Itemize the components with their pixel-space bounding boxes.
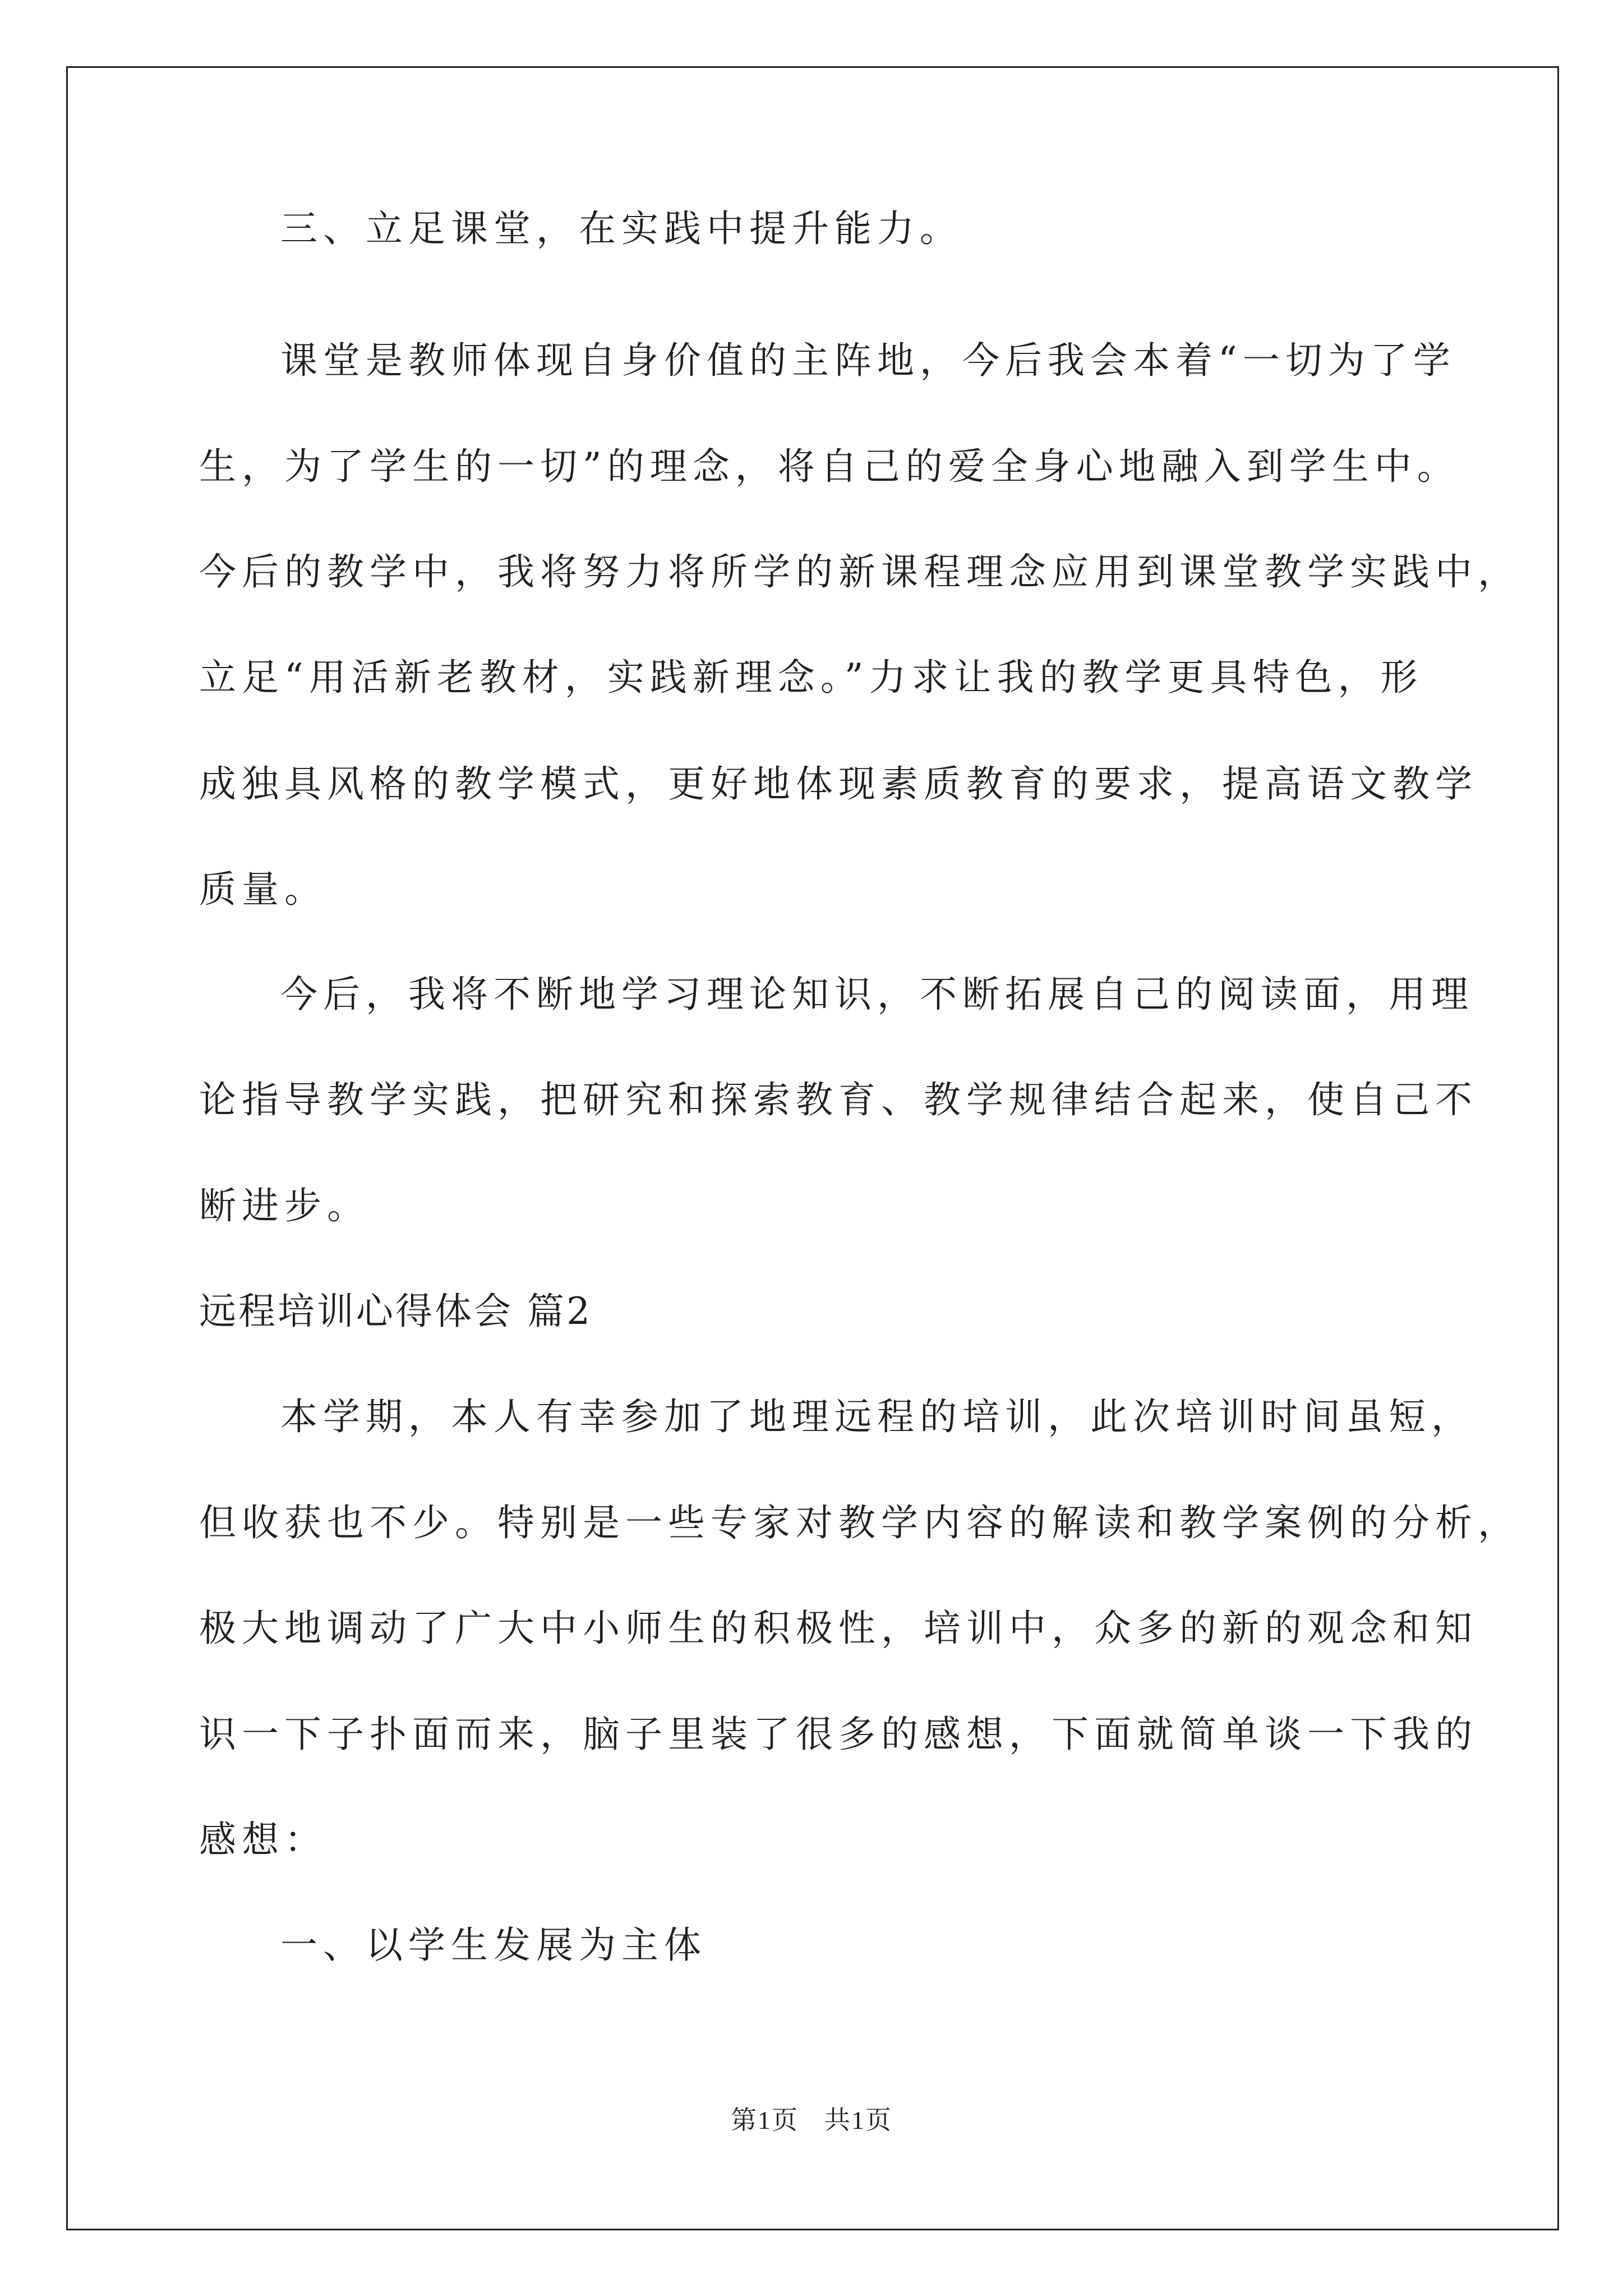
page-number: 第1页 [731,2106,799,2134]
paragraph-line: 成独具风格的教学模式，更好地体现素质教育的要求，提高语文教学 [199,762,1478,806]
section-heading-3: 三、立足课堂，在实践中提升能力。 [280,207,962,250]
paragraph-line: 质量。 [199,868,327,911]
paragraph-line: 本学期，本人有幸参加了地理远程的培训，此次培训时间虽短， [280,1395,1474,1438]
paragraph-line: 但收获也不少。特别是一些专家对教学内容的解读和教学案例的分析， [199,1501,1520,1544]
paragraph-line: 识一下子扑面而来，脑子里装了很多的感想，下面就简单谈一下我的 [199,1713,1478,1756]
section-heading-1: 一、以学生发展为主体 [280,1924,707,1967]
article-title: 远程培训心得体会 篇2 [199,1290,592,1333]
page-border [66,66,1559,2230]
paragraph-line: 立足“用活新老教材，实践新理念。”力求让我的教学更具特色，形 [199,656,1423,699]
paragraph-line: 论指导教学实践，把研究和探索教育、教学规律结合起来，使自己不 [199,1078,1478,1121]
paragraph-line: 极大地调动了广大中小师生的积极性，培训中，众多的新的观念和知 [199,1607,1478,1650]
paragraph-line: 今后的教学中，我将努力将所学的新课程理念应用到课堂教学实践中， [199,550,1520,593]
page-footer [0,2105,1623,2136]
paragraph-line: 感想： [199,1818,327,1861]
paragraph-line: 断进步。 [199,1184,370,1227]
paragraph-line: 课堂是教师体现自身价值的主阵地，今后我会本着“一切为了学 [280,339,1456,382]
paragraph-line: 今后，我将不断地学习理论知识，不断拓展自己的阅读面，用理 [280,973,1474,1016]
paragraph-line: 生，为了学生的一切”的理念，将自己的爱全身心地融入到学生中。 [199,445,1460,488]
page-total: 共1页 [824,2106,892,2134]
